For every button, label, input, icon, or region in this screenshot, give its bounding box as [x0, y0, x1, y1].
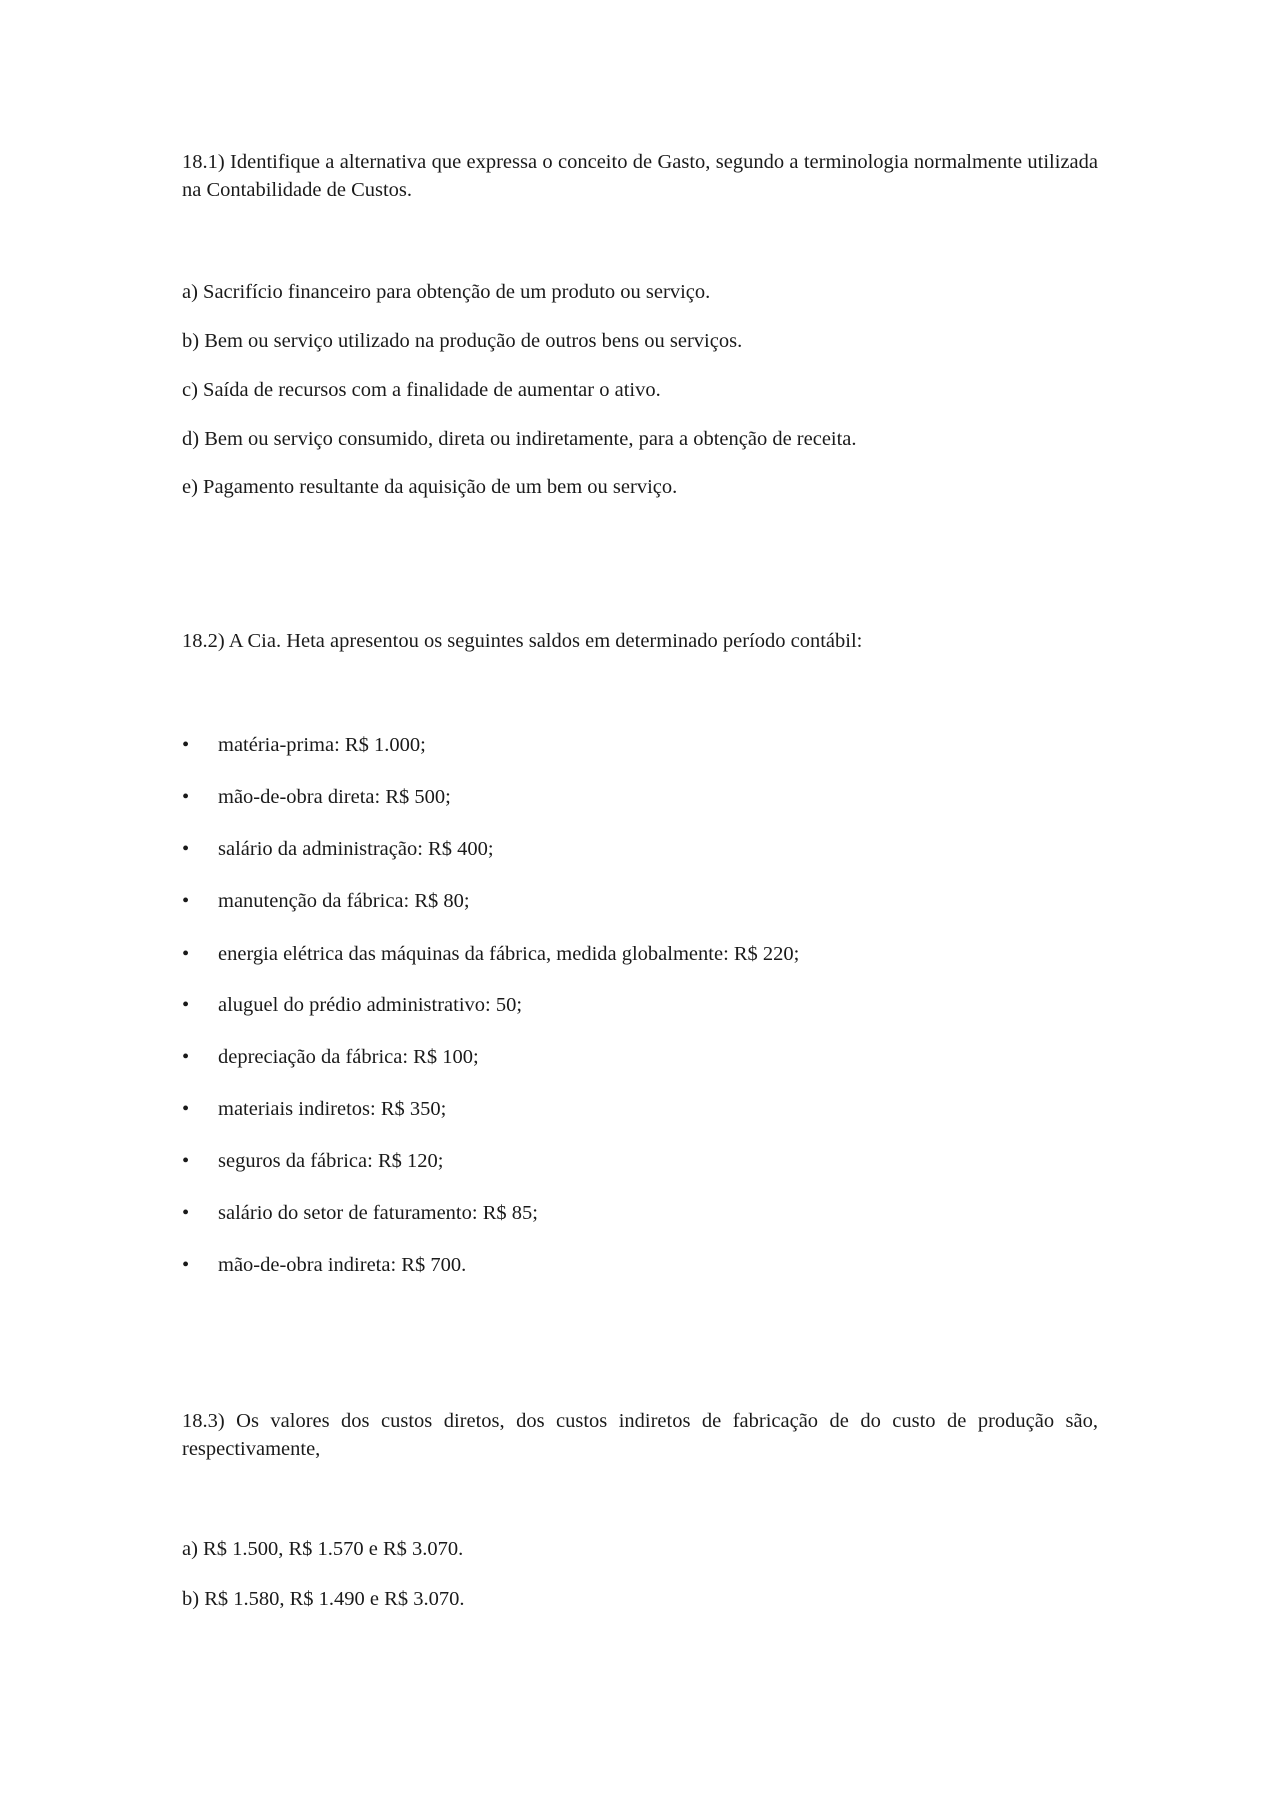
balance-item-text: manutenção da fábrica: R$ 80;: [218, 890, 470, 912]
option-18-3-a: a) R$ 1.500, R$ 1.570 e R$ 3.070.: [182, 1538, 464, 1560]
balance-item-text: depreciação da fábrica: R$ 100;: [218, 1046, 479, 1068]
bullet-icon: •: [182, 1150, 190, 1172]
question-18-2-intro: 18.2) A Cia. Heta apresentou os seguintes saldos em determinado período contábil:: [182, 630, 863, 652]
balance-item-text: mão-de-obra direta: R$ 500;: [218, 786, 451, 808]
balance-item-text: salário da administração: R$ 400;: [218, 838, 494, 860]
bullet-icon: •: [182, 1046, 190, 1068]
option-18-3-b: b) R$ 1.580, R$ 1.490 e R$ 3.070.: [182, 1588, 465, 1610]
option-18-1-c: c) Saída de recursos com a finalidade de aumentar o ativo.: [182, 379, 661, 401]
question-18-3-text: 18.3) Os valores dos custos diretos, dos custos indiretos de fabricação de do custo de produção são, respectivamente,: [182, 1410, 1098, 1460]
bullet-icon: •: [182, 943, 190, 965]
balance-item-text: materiais indiretos: R$ 350;: [218, 1098, 447, 1120]
balance-item-text: seguros da fábrica: R$ 120;: [218, 1150, 444, 1172]
bullet-icon: •: [182, 994, 190, 1016]
bullet-icon: •: [182, 1202, 190, 1224]
bullet-icon: •: [182, 1254, 190, 1276]
bullet-icon: •: [182, 786, 190, 808]
option-18-1-d: d) Bem ou serviço consumido, direta ou indiretamente, para a obtenção de receita.: [182, 428, 857, 450]
bullet-icon: •: [182, 1098, 190, 1120]
balance-item-text: energia elétrica das máquinas da fábrica, medida globalmente: R$ 220;: [218, 943, 800, 965]
balance-item-text: matéria-prima: R$ 1.000;: [218, 734, 426, 756]
balance-item-text: aluguel do prédio administrativo: 50;: [218, 994, 523, 1016]
option-18-1-e: e) Pagamento resultante da aquisição de um bem ou serviço.: [182, 476, 678, 498]
question-18-1-text: 18.1) Identifique a alternativa que expressa o conceito de Gasto, segundo a terminologia normalmente utilizada na Contabilidade de Custos.: [182, 151, 1098, 201]
bullet-icon: •: [182, 734, 190, 756]
option-18-1-a: a) Sacrifício financeiro para obtenção de um produto ou serviço.: [182, 281, 711, 303]
balance-item-text: salário do setor de faturamento: R$ 85;: [218, 1202, 538, 1224]
balance-item-text: mão-de-obra indireta: R$ 700.: [218, 1254, 467, 1276]
option-18-1-b: b) Bem ou serviço utilizado na produção de outros bens ou serviços.: [182, 330, 743, 352]
bullet-icon: •: [182, 890, 190, 912]
bullet-icon: •: [182, 838, 190, 860]
